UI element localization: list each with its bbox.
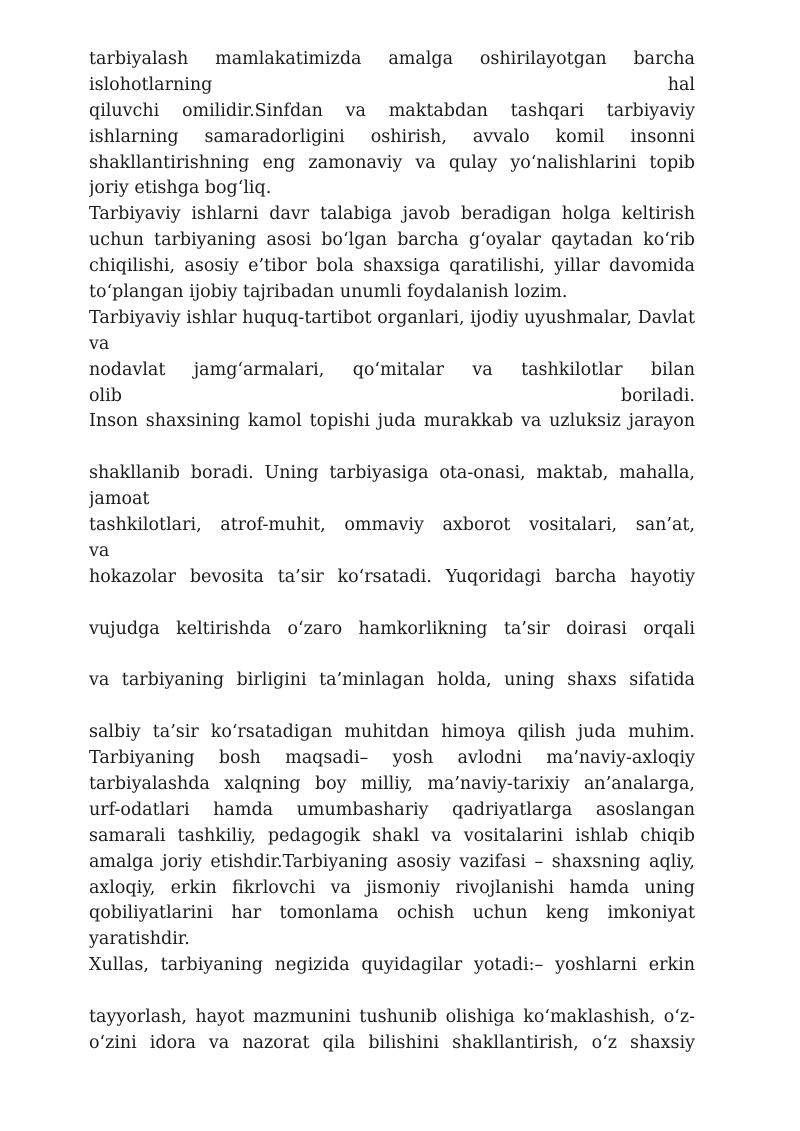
text-line: tashkilotlari, atrof-muhit, ommaviy axborot vositalari, san’at, <box>89 515 695 536</box>
text-line: jamoat <box>89 489 150 510</box>
text-line: to‘plangan ijobiy tajribadan unumli foydalanish lozim. <box>89 282 568 303</box>
document-page <box>89 47 695 1057</box>
text-line: amalga joriy etishdir.Tarbiyaning asosiy vazifasi – shaxsning aqliy, <box>89 851 695 872</box>
text-line: Tarbiyaviy ishlar huquq-tartibot organlari, ijodiy uyushmalar, Davlat <box>89 307 695 328</box>
text-line: salbiy ta’sir ko‘rsatadigan muhitdan himoya qilish juda muhim. <box>89 722 695 743</box>
text-line: Tarbiyaning bosh maqsadi– yosh avlodni ma’naviy-axloqiy <box>89 748 695 769</box>
text-line <box>89 642 695 668</box>
text-line: tarbiyalashda xalqning boy milliy, ma’naviy-tarixiy an’analarga, <box>89 773 695 794</box>
text-line: tarbiyalash mamlakatimizda amalga oshirilayotgan barcha <box>89 49 695 69</box>
text-line: samarali tashkiliy, pedagogik shakl va vositalarini ishlab chiqib <box>89 825 695 846</box>
text-line: chiqilishi, asosiy e’tibor bola shaxsiga qaratilishi, yillar davomida <box>89 256 695 277</box>
text-line: Tarbiyaviy ishlarni davr talabiga javob beradigan holga keltirish <box>89 204 695 225</box>
text-line: islohotlarning hal <box>89 74 695 95</box>
text-line: axloqiy, erkin fikrlovchi va jismoniy rivojlanishi hamda uning <box>89 877 695 898</box>
text-line: Xullas, tarbiyaning negizida quyidagilar yotadi:– yoshlarni erkin <box>89 955 695 976</box>
text-line <box>89 694 695 720</box>
text-line: Inson shaxsining kamol topishi juda murakkab va uzluksiz jarayon <box>89 411 695 432</box>
text-line: joriy etishga bog‘liq. <box>89 178 272 199</box>
text-line: hokazolar bevosita ta’sir ko‘rsatadi. Yuqoridagi barcha hayotiy <box>89 566 695 587</box>
text-line <box>89 591 695 617</box>
text-line: o‘zini idora va nazorat qila bilishini shakllantirish, o‘z shaxsiy <box>89 1032 695 1053</box>
text-line: urf-odatlari hamda umumbashariy qadriyatlarga asoslangan <box>89 799 695 820</box>
text-line <box>89 979 695 1005</box>
text-line: vujudga keltirishda o‘zaro hamkorlikning ta’sir doirasi orqali <box>89 618 695 639</box>
text-line <box>89 435 695 461</box>
text-line: qiluvchi omilidir.Sinfdan va maktabdan tashqari tarbiyaviy <box>89 100 695 121</box>
text-line: va <box>89 333 110 354</box>
text-line: qobiliyatlarini har tomonlama ochish uchun keng imkoniyat <box>89 903 695 924</box>
text-line: tayyorlash, hayot mazmunini tushunib olishiga ko‘maklashish, o‘z- <box>89 1006 695 1027</box>
text-line: olib boriladi. <box>89 385 695 406</box>
text-line: va <box>89 540 110 561</box>
text-line: nodavlat jamg‘armalari, qo‘mitalar va tashkilotlar bilan <box>89 359 695 380</box>
text-line: ishlarning samaradorligini oshirish, avvalo komil insonni <box>89 126 695 147</box>
text-line: uchun tarbiyaning asosi bo‘lgan barcha g‘oyalar qaytadan ko‘rib <box>89 230 695 251</box>
text-line: shakllantirishning eng zamonaviy va qulay yo‘nalishlarini topib <box>89 152 695 173</box>
text-line: va tarbiyaning birligini ta’minlagan holda, uning shaxs sifatida <box>89 670 695 691</box>
text-line: yaratishdir. <box>89 929 190 950</box>
text-line: shakllanib boradi. Uning tarbiyasiga ota-onasi, maktab, mahalla, <box>89 463 695 484</box>
